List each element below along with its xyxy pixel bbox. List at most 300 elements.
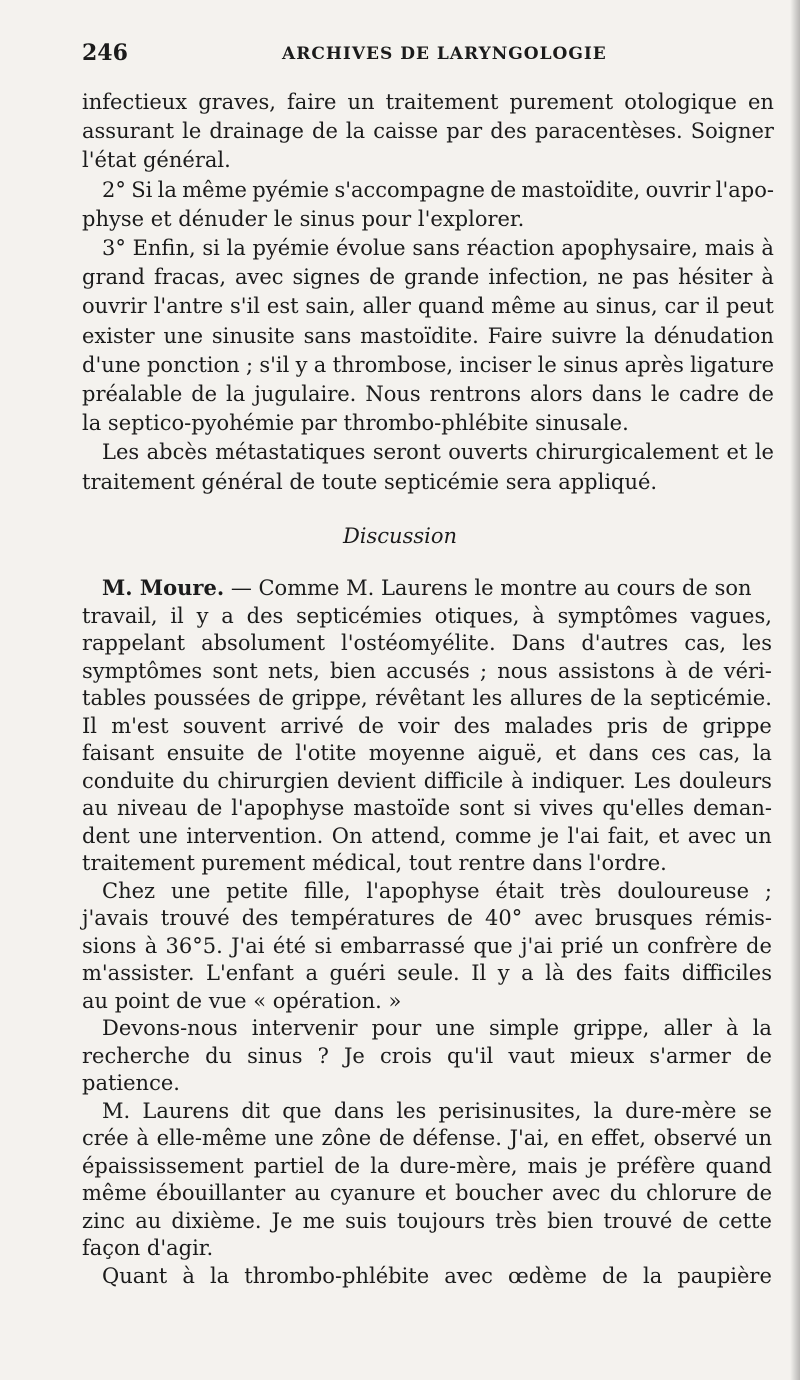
- word: quand: [705, 1153, 772, 1178]
- word: sinus: [247, 1043, 303, 1068]
- word: drainage: [209, 119, 304, 144]
- word: mais: [704, 236, 755, 261]
- word: la: [643, 1263, 663, 1288]
- word: dixième.: [171, 1208, 262, 1233]
- word: le: [537, 352, 557, 377]
- word: à: [532, 603, 545, 628]
- text-line: [82, 1125, 772, 1153]
- word: était: [495, 878, 544, 903]
- word: la: [752, 1016, 772, 1040]
- text-line: [82, 1180, 772, 1208]
- word: à: [761, 236, 774, 261]
- word: a: [221, 603, 234, 628]
- word: comme: [454, 823, 532, 848]
- word: dans: [591, 382, 642, 407]
- word: la: [226, 382, 246, 407]
- word: préfère: [616, 1153, 696, 1178]
- word: Il: [471, 961, 487, 985]
- word: grand: [82, 265, 145, 290]
- text-line: [82, 1015, 772, 1043]
- word: la: [370, 1153, 390, 1178]
- text-line: [82, 795, 772, 823]
- word: un: [744, 1126, 772, 1150]
- word: chirurgicalement: [535, 440, 719, 465]
- text-line: au point de vue « opération. »: [82, 988, 402, 1013]
- word: au: [135, 1208, 162, 1233]
- paragraph-block-1: [82, 88, 774, 497]
- word: inciser: [459, 352, 532, 377]
- text-line: [82, 933, 772, 961]
- word: l'ostéomyélite.: [341, 631, 496, 655]
- word: au: [294, 1181, 321, 1205]
- word: thrombose,: [332, 352, 454, 377]
- word: s'accompagne: [334, 177, 485, 202]
- page-edge-shadow: [790, 0, 800, 1380]
- word: la: [593, 1098, 613, 1123]
- word: chlorure: [646, 1181, 737, 1205]
- word: observé: [653, 1126, 738, 1150]
- word: de: [378, 1126, 405, 1150]
- word: du: [205, 1043, 233, 1068]
- word: seule.: [397, 961, 460, 985]
- text-line: patience.: [82, 1071, 180, 1095]
- word: thrombo-phlébite: [244, 1263, 430, 1288]
- word: simple: [489, 1016, 559, 1040]
- word: a: [521, 961, 534, 985]
- word: une: [138, 823, 178, 848]
- text-line: [82, 117, 774, 146]
- word: à: [665, 658, 678, 683]
- text-line: [82, 574, 772, 603]
- word: aiguë,: [477, 741, 543, 765]
- text-line: [82, 380, 774, 409]
- word: L'enfant: [206, 961, 294, 985]
- word: Soigner: [690, 119, 774, 144]
- word: l'ai: [567, 823, 600, 848]
- word: poussées: [153, 686, 251, 710]
- text-line: physe et dénuder le sinus pour l'explorer.: [82, 206, 525, 231]
- word: et: [424, 1181, 446, 1205]
- word: sions: [82, 933, 137, 958]
- word: dit: [241, 1098, 270, 1123]
- word: grippe,: [573, 1016, 650, 1040]
- word: fille,: [304, 878, 351, 903]
- word: y: [295, 352, 308, 377]
- text-line: façon d'agir.: [82, 1236, 214, 1260]
- word: trouvé: [160, 906, 230, 930]
- word: rappelant: [82, 631, 186, 655]
- word: vaut: [508, 1043, 555, 1068]
- word: dent: [82, 823, 130, 848]
- word: je: [540, 823, 560, 848]
- word: sont: [459, 796, 505, 820]
- word: conduite: [82, 768, 175, 793]
- word: j'ai: [521, 933, 553, 958]
- word: Les: [633, 768, 671, 793]
- word: une: [170, 878, 211, 903]
- word: intervenir: [251, 1016, 358, 1040]
- word: œdème: [507, 1263, 587, 1288]
- word: la: [209, 1263, 230, 1288]
- word: très: [495, 1208, 537, 1233]
- word: de: [602, 1263, 628, 1288]
- word: difficiles: [681, 961, 772, 985]
- word: à: [761, 265, 774, 290]
- text-line: la septico-pyohémie par thrombo-phlébite sinusale.: [82, 411, 629, 436]
- word: la: [226, 236, 246, 261]
- word: assistons: [557, 658, 655, 683]
- word: cyanure: [329, 1181, 416, 1205]
- text-line: [82, 263, 774, 292]
- word: Dans: [511, 631, 566, 655]
- word: mais: [527, 1153, 578, 1178]
- word: ligature: [690, 352, 774, 377]
- word: la: [625, 323, 645, 348]
- word: un: [611, 933, 639, 958]
- word: il: [170, 603, 184, 628]
- word: bien: [329, 658, 377, 683]
- word: abcès: [146, 440, 208, 465]
- word: au: [82, 796, 109, 820]
- word: de: [590, 686, 616, 710]
- word: signes: [292, 265, 361, 290]
- word: absolument: [201, 631, 326, 655]
- text-line: [82, 960, 772, 988]
- word: brusques: [594, 906, 693, 930]
- word: après: [624, 352, 684, 377]
- word: symptômes: [557, 603, 678, 628]
- text-line: [82, 603, 772, 631]
- word: otiques,: [434, 603, 520, 628]
- word: grande: [403, 265, 480, 290]
- word: boucher: [455, 1181, 543, 1205]
- word: ?: [317, 1043, 329, 1068]
- word: mastoïdite.: [360, 323, 479, 348]
- word: sont: [212, 658, 258, 683]
- text-line: [82, 878, 772, 906]
- word: rémis-: [704, 906, 772, 930]
- word: avec: [551, 1181, 601, 1205]
- word: pas: [632, 265, 670, 290]
- word: Je: [344, 1043, 365, 1068]
- word: Devons-nous: [102, 1016, 238, 1040]
- word: 36°5.: [165, 933, 223, 958]
- word: en: [557, 1126, 584, 1150]
- word: douloureuse: [617, 878, 750, 903]
- word: nets,: [267, 658, 320, 683]
- text-line: [82, 1043, 772, 1071]
- word: ponction: [146, 352, 240, 377]
- word: difficile: [423, 768, 504, 793]
- word: à: [182, 1263, 195, 1288]
- word: otologique: [624, 90, 737, 114]
- word: accusés: [386, 658, 470, 683]
- word: si: [513, 796, 531, 820]
- word: ces: [651, 741, 687, 765]
- word: car: [664, 294, 699, 319]
- word: même: [182, 177, 247, 202]
- word: défense.: [412, 1126, 502, 1150]
- word: le: [182, 119, 202, 144]
- word: sans: [412, 236, 460, 261]
- word: embarrassé: [340, 933, 466, 958]
- text-span: — Comme M. Laurens le montre au cours de son: [230, 576, 752, 600]
- word: sans: [303, 323, 352, 348]
- word: par: [446, 119, 483, 144]
- word: une: [274, 1126, 314, 1150]
- word: voir: [398, 713, 440, 738]
- word: je: [587, 1153, 607, 1178]
- text-line: [82, 658, 772, 686]
- word: 3°: [102, 236, 126, 261]
- text-line: l'état général.: [82, 148, 231, 173]
- word: confrère: [647, 933, 738, 958]
- word: vagues,: [690, 603, 772, 628]
- word: des: [246, 603, 284, 628]
- word: de: [191, 382, 218, 407]
- word: vives: [539, 796, 594, 820]
- word: à: [136, 1126, 149, 1150]
- text-line: [82, 630, 772, 658]
- word: perisinusites,: [438, 1098, 582, 1123]
- word: à: [144, 933, 158, 958]
- word: les: [396, 1098, 427, 1123]
- word: elle-même: [156, 1126, 267, 1150]
- page-header: [82, 40, 780, 70]
- word: de: [369, 265, 395, 290]
- word: pour: [371, 1016, 422, 1040]
- page-number: 246: [82, 40, 128, 66]
- word: même: [82, 1181, 147, 1205]
- word: de: [312, 119, 338, 144]
- text-line: [82, 740, 772, 768]
- word: des: [490, 119, 527, 144]
- word: intervention.: [186, 823, 324, 848]
- word: le: [650, 382, 670, 407]
- word: ouvrir: [82, 294, 147, 319]
- word: m'est: [111, 713, 169, 738]
- word: toujours: [397, 1208, 486, 1233]
- text-line: [82, 438, 774, 467]
- word: sinusite: [211, 323, 295, 348]
- word: ;: [479, 658, 488, 683]
- word: de: [358, 713, 384, 738]
- word: de: [258, 686, 284, 710]
- word: symptômes: [82, 658, 203, 683]
- word: s'armer: [649, 1043, 731, 1068]
- word: dans: [333, 1098, 385, 1123]
- word: nous: [497, 658, 548, 683]
- word: sinus: [563, 352, 619, 377]
- word: cadre: [678, 382, 740, 407]
- text-line: [82, 1263, 772, 1291]
- word: véri-: [723, 658, 772, 683]
- word: cette: [718, 1208, 772, 1233]
- word: Chez: [102, 878, 156, 903]
- word: hésiter: [678, 265, 753, 290]
- word: Faire: [487, 323, 543, 348]
- word: les: [742, 631, 772, 655]
- word: suivre: [551, 323, 617, 348]
- word: devient: [336, 768, 416, 793]
- word: y: [196, 603, 209, 628]
- word: indiquer.: [531, 768, 626, 793]
- word: en: [747, 90, 774, 114]
- word: alors: [529, 382, 583, 407]
- word: qu'elles: [602, 796, 685, 820]
- word: dure-mère,: [399, 1153, 518, 1178]
- word: grippe,: [291, 686, 368, 710]
- word: ébouillanter: [156, 1181, 286, 1205]
- word: de: [682, 1208, 709, 1233]
- word: qu'il: [447, 1043, 494, 1068]
- word: faisant: [82, 741, 155, 765]
- word: J'ai: [231, 933, 265, 958]
- word: paupière: [677, 1263, 772, 1288]
- word: purement: [509, 90, 614, 114]
- word: de: [256, 741, 283, 765]
- word: que: [473, 933, 513, 958]
- word: pyémie: [252, 177, 330, 202]
- word: s'il: [230, 294, 261, 319]
- word: sain,: [305, 294, 356, 319]
- text-line: [82, 1153, 772, 1181]
- word: des: [575, 961, 613, 985]
- word: avec: [687, 823, 737, 848]
- word: Laurens: [142, 1098, 230, 1123]
- word: Les: [102, 440, 140, 465]
- word: septicémie.: [650, 686, 772, 710]
- word: mastoïde: [353, 796, 451, 820]
- word: sinus,: [595, 294, 658, 319]
- word: mieux: [569, 1043, 635, 1068]
- word: cas,: [698, 741, 741, 765]
- word: faits: [624, 961, 671, 985]
- word: la: [157, 177, 177, 202]
- word: de: [746, 1043, 772, 1068]
- word: a: [305, 961, 318, 985]
- word: aller: [663, 1016, 712, 1040]
- text-line: [82, 768, 772, 796]
- word: révêtant: [375, 686, 465, 710]
- word: petite: [226, 878, 289, 903]
- word: grippe: [702, 713, 772, 738]
- word: avec: [234, 265, 284, 290]
- word: paracentèses.: [534, 119, 683, 144]
- word: quand: [417, 294, 485, 319]
- word: de: [746, 933, 772, 958]
- word: rentrons: [429, 382, 522, 407]
- text-line: [82, 176, 774, 205]
- word: zinc: [82, 1208, 126, 1233]
- word: la: [623, 686, 643, 710]
- word: effet,: [591, 1126, 646, 1150]
- word: fracas,: [153, 265, 227, 290]
- word: allures: [509, 686, 583, 710]
- word: j'avais: [82, 906, 149, 930]
- word: de: [748, 382, 774, 407]
- word: me: [302, 1208, 335, 1233]
- word: assurant: [82, 119, 175, 144]
- word: partiel: [253, 1153, 325, 1178]
- word: exister: [82, 323, 155, 348]
- word: bien: [547, 1208, 594, 1233]
- text-line: [82, 713, 772, 741]
- text-line: [82, 905, 772, 933]
- word: Nous: [365, 382, 421, 407]
- word: pyémie: [252, 236, 330, 261]
- word: ;: [764, 878, 772, 903]
- word: souvent: [182, 713, 266, 738]
- word: de: [687, 658, 714, 683]
- word: la: [345, 119, 366, 144]
- word: 2°: [102, 177, 126, 202]
- word: traitement: [385, 90, 499, 114]
- word: si: [202, 236, 220, 261]
- word: graves,: [198, 90, 276, 114]
- word: pris: [607, 713, 649, 738]
- text-line: traitement général de toute septicémie sera appliqué.: [82, 469, 658, 494]
- word: un: [347, 90, 375, 114]
- word: On: [331, 823, 363, 848]
- word: de: [662, 713, 689, 738]
- word: une: [163, 323, 204, 348]
- text-line: [82, 1208, 772, 1236]
- word: infectieux: [82, 90, 188, 114]
- word: ;: [245, 352, 254, 377]
- word: est: [266, 294, 299, 319]
- word: dénudation: [653, 323, 774, 348]
- word: dure-mère: [625, 1098, 737, 1123]
- word: Si: [131, 177, 153, 202]
- word: ouvrir: [645, 177, 711, 202]
- word: infection,: [488, 265, 589, 290]
- word: Enfin,: [132, 236, 196, 261]
- word: cas,: [684, 631, 727, 655]
- word: crois: [379, 1043, 432, 1068]
- word: les: [472, 686, 503, 710]
- word: chirurgien: [217, 768, 330, 793]
- word: la: [752, 741, 772, 765]
- word: d'une: [82, 352, 141, 377]
- word: crée: [82, 1126, 129, 1150]
- word: températures: [290, 906, 435, 930]
- word: l'antre: [153, 294, 224, 319]
- word: d'autres: [581, 631, 669, 655]
- word: se: [748, 1098, 772, 1123]
- text-line: [82, 1098, 772, 1126]
- word: du: [182, 768, 210, 793]
- word: même: [491, 294, 556, 319]
- running-title: ARCHIVES DE LARYNGOLOGIE: [282, 44, 607, 64]
- word: s'il: [259, 352, 290, 377]
- word: ouverts: [448, 440, 528, 465]
- word: niveau: [116, 796, 188, 820]
- word: recherche: [82, 1043, 190, 1068]
- text-line: [82, 351, 774, 380]
- word: zône: [321, 1126, 372, 1150]
- word: guéri: [329, 961, 386, 985]
- word: peut: [726, 294, 774, 319]
- word: faire: [286, 90, 337, 114]
- speaker-name: M. Moure.: [102, 575, 225, 600]
- text-line: [82, 823, 772, 851]
- word: le: [754, 440, 774, 465]
- word: douleurs: [678, 768, 772, 793]
- word: caisse: [373, 119, 439, 144]
- word: aller: [362, 294, 411, 319]
- word: J'ai,: [509, 1126, 550, 1150]
